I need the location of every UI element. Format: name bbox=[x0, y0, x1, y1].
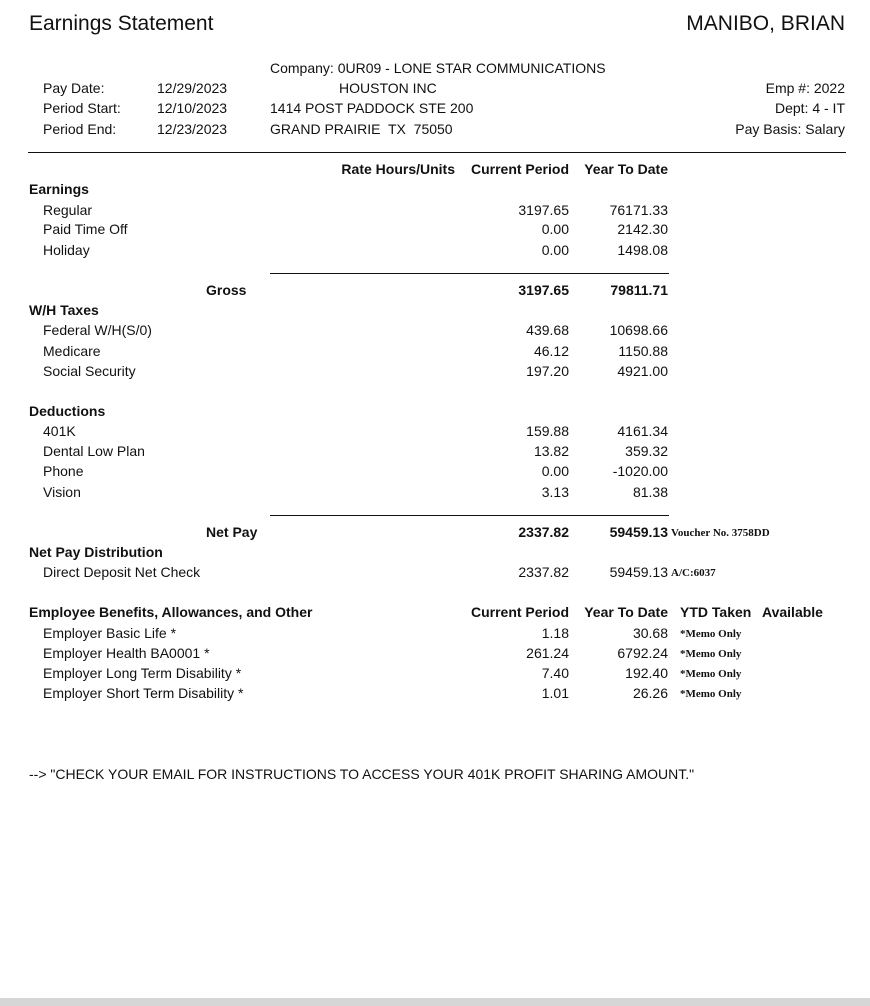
distribution-heading: Net Pay Distribution bbox=[29, 544, 163, 560]
benefit-current: 7.40 bbox=[541, 665, 569, 681]
deduction-current: 159.88 bbox=[526, 423, 569, 439]
gross-label: Gross bbox=[206, 282, 247, 298]
period-start-value: 12/10/2023 bbox=[157, 100, 228, 116]
deduction-current: 3.13 bbox=[541, 484, 569, 500]
deduction-label: Vision bbox=[43, 484, 81, 500]
tax-label: Social Security bbox=[43, 363, 136, 379]
col-year-to-date: Year To Date bbox=[584, 161, 668, 177]
benefit-ytd: 6792.24 bbox=[617, 645, 668, 661]
deduction-ytd: 81.38 bbox=[632, 484, 668, 500]
benefit-memo-note: *Memo Only bbox=[680, 648, 742, 660]
page-title: Earnings Statement bbox=[29, 12, 214, 35]
earning-current: 0.00 bbox=[541, 221, 569, 237]
benefit-label: Employer Basic Life * bbox=[43, 625, 177, 641]
net-pay-label: Net Pay bbox=[206, 524, 258, 540]
deductions-heading: Deductions bbox=[29, 403, 106, 419]
earning-label: Regular bbox=[43, 202, 93, 218]
distribution-current: 2337.82 bbox=[518, 564, 569, 580]
header-divider bbox=[28, 152, 846, 153]
distribution-ytd: 59459.13 bbox=[609, 564, 668, 580]
tax-label: Medicare bbox=[43, 343, 101, 359]
deduction-label: Dental Low Plan bbox=[43, 443, 145, 459]
benefit-memo-note: *Memo Only bbox=[680, 688, 742, 700]
period-end-value: 12/23/2023 bbox=[157, 121, 228, 137]
tax-ytd: 10698.66 bbox=[609, 322, 668, 338]
profit-sharing-message: --> "CHECK YOUR EMAIL FOR INSTRUCTIONS TO ACCESS YOUR 401K PROFIT SHARING AMOUNT." bbox=[29, 766, 695, 782]
tax-current: 439.68 bbox=[526, 322, 569, 338]
deduction-ytd: 359.32 bbox=[625, 443, 668, 459]
deduction-current: 13.82 bbox=[533, 443, 569, 459]
period-start-label: Period Start: bbox=[43, 100, 121, 116]
pay-date-label: Pay Date: bbox=[43, 80, 105, 96]
col-current-period: Current Period bbox=[470, 161, 569, 177]
employee-number: Emp #: 2022 bbox=[765, 80, 845, 96]
tax-label: Federal W/H(S/0) bbox=[43, 322, 152, 338]
earnings-heading: Earnings bbox=[29, 181, 89, 197]
tax-current: 197.20 bbox=[526, 363, 569, 379]
gross-divider bbox=[270, 273, 669, 274]
col-rate-hours: Rate Hours/Units bbox=[341, 161, 455, 177]
benefit-label: Employer Long Term Disability * bbox=[43, 665, 242, 681]
company-address: 1414 POST PADDOCK STE 200 bbox=[270, 100, 474, 116]
gross-current: 3197.65 bbox=[518, 282, 569, 298]
benefit-ytd: 26.26 bbox=[632, 685, 668, 701]
earning-current: 0.00 bbox=[541, 242, 569, 258]
tax-current: 46.12 bbox=[533, 343, 569, 359]
earning-ytd: 1498.08 bbox=[617, 242, 668, 258]
deduction-label: 401K bbox=[43, 423, 76, 439]
pay-date-value: 12/29/2023 bbox=[157, 80, 228, 96]
taxes-heading: W/H Taxes bbox=[29, 302, 99, 318]
company-city: GRAND PRAIRIE TX 75050 bbox=[270, 121, 453, 137]
period-end-label: Period End: bbox=[43, 121, 117, 137]
earning-ytd: 2142.30 bbox=[617, 221, 668, 237]
account-number: A/C:6037 bbox=[671, 567, 716, 579]
benefit-label: Employer Short Term Disability * bbox=[43, 685, 244, 701]
bottom-scroll-edge bbox=[0, 998, 870, 1006]
distribution-label: Direct Deposit Net Check bbox=[43, 564, 201, 580]
voucher-number: Voucher No. 3758DD bbox=[671, 527, 770, 539]
benefits-col-current: Current Period bbox=[470, 604, 569, 620]
pay-basis: Pay Basis: Salary bbox=[735, 121, 845, 137]
company-name: Company: 0UR09 - LONE STAR COMMUNICATIONS bbox=[270, 60, 606, 76]
benefit-memo-note: *Memo Only bbox=[680, 668, 742, 680]
net-pay-ytd: 59459.13 bbox=[609, 524, 668, 540]
benefits-col-available: Available bbox=[762, 604, 823, 620]
earning-current: 3197.65 bbox=[518, 202, 569, 218]
deduction-label: Phone bbox=[43, 463, 84, 479]
employee-dept: Dept: 4 - IT bbox=[774, 100, 845, 116]
benefit-current: 1.01 bbox=[541, 685, 569, 701]
earning-label: Holiday bbox=[43, 242, 90, 258]
benefits-col-ytd-taken: YTD Taken bbox=[680, 604, 752, 620]
benefit-memo-note: *Memo Only bbox=[680, 628, 742, 640]
tax-ytd: 1150.88 bbox=[618, 343, 668, 359]
benefit-ytd: 192.40 bbox=[625, 665, 668, 681]
benefit-ytd: 30.68 bbox=[632, 625, 668, 641]
benefit-current: 1.18 bbox=[541, 625, 569, 641]
earning-label: Paid Time Off bbox=[43, 221, 128, 237]
benefits-heading: Employee Benefits, Allowances, and Other bbox=[29, 604, 313, 620]
net-pay-divider bbox=[270, 515, 669, 516]
net-pay-current: 2337.82 bbox=[518, 524, 569, 540]
benefits-col-ytd: Year To Date bbox=[584, 604, 668, 620]
benefit-label: Employer Health BA0001 * bbox=[43, 645, 210, 661]
deduction-ytd: 4161.34 bbox=[617, 423, 668, 439]
benefit-current: 261.24 bbox=[526, 645, 569, 661]
deduction-ytd: -1020.00 bbox=[612, 463, 668, 479]
earning-ytd: 76171.33 bbox=[609, 202, 668, 218]
tax-ytd: 4921.00 bbox=[617, 363, 668, 379]
deduction-current: 0.00 bbox=[541, 463, 569, 479]
gross-ytd: 79811.71 bbox=[610, 282, 668, 298]
employee-name: MANIBO, BRIAN bbox=[686, 12, 845, 35]
company-name-cont: HOUSTON INC bbox=[339, 80, 437, 96]
